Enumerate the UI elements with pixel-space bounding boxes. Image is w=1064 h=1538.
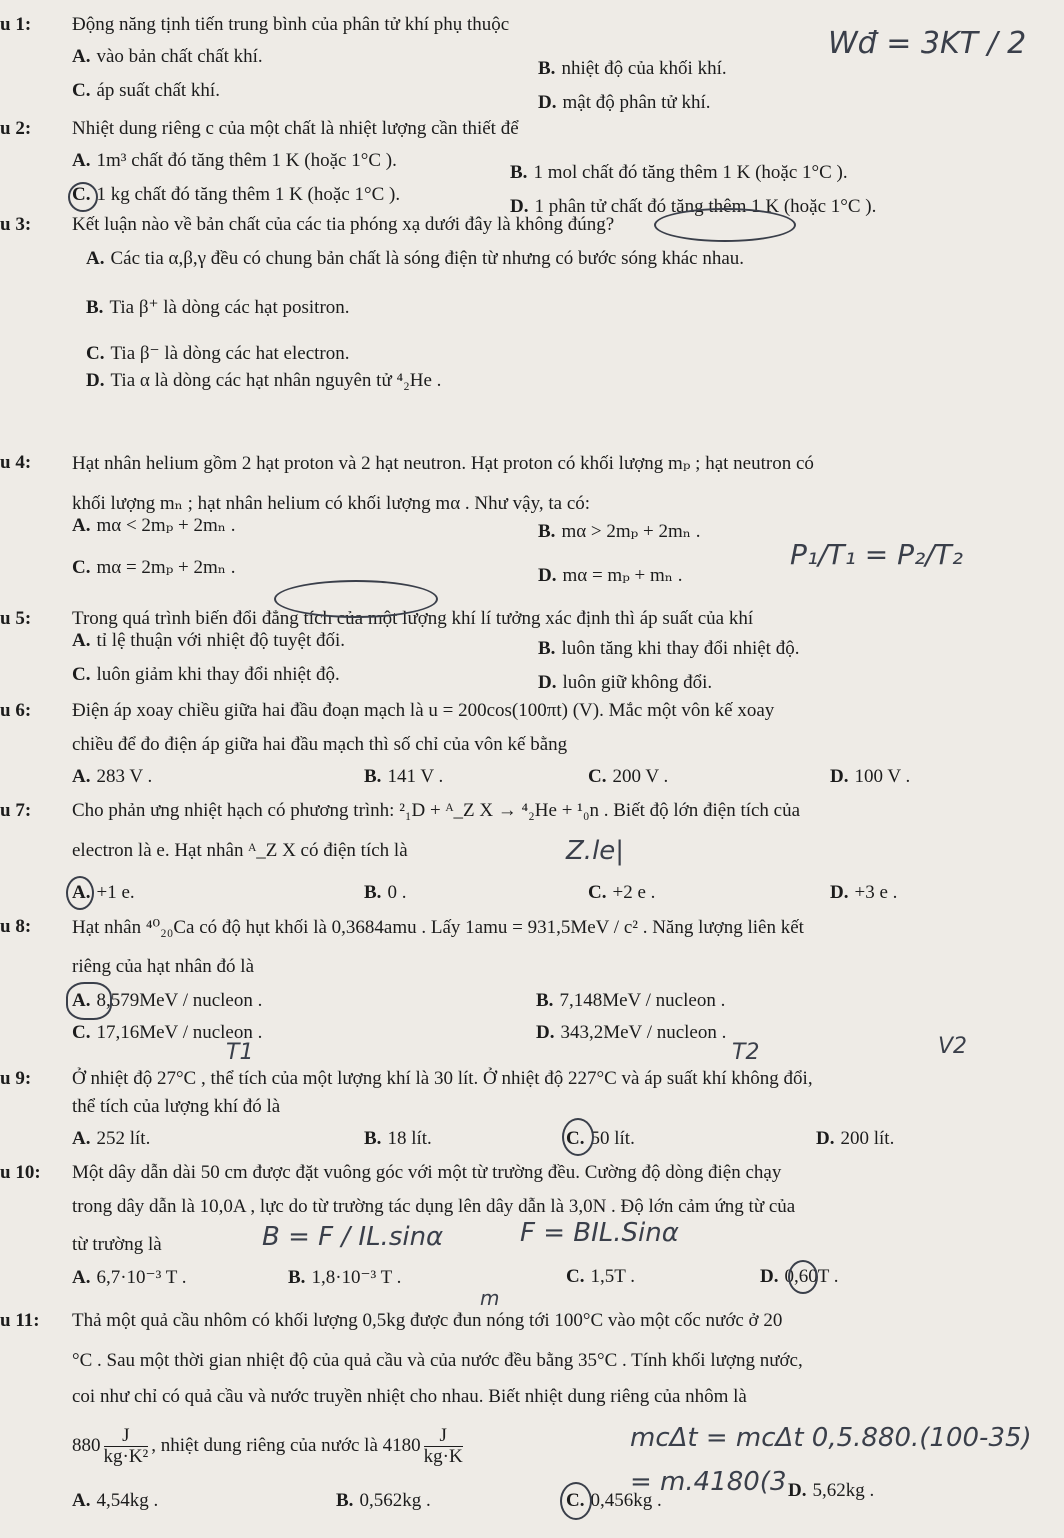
option-c: C. 50 lít. bbox=[566, 1128, 635, 1149]
option-d: D. 1 phân tử chất đó tăng thêm 1 K (hoặc 1°C ). bbox=[510, 196, 877, 217]
handwritten-note: P₁/T₁ = P₂/T₂ bbox=[790, 538, 964, 571]
option-c: C. áp suất chất khí. bbox=[72, 80, 220, 101]
handwritten-note: T2 bbox=[732, 1040, 760, 1065]
option-c: C. Tia β⁻ là dòng các hat electron. bbox=[86, 343, 350, 364]
handwritten-note: m bbox=[480, 1286, 500, 1310]
question-number: u 6: bbox=[0, 700, 32, 721]
question-number: u 5: bbox=[0, 608, 32, 629]
option-c: C. 1 kg chất đó tăng thêm 1 K (hoặc 1°C ). bbox=[72, 184, 401, 205]
option-c: C. +2 e . bbox=[588, 882, 656, 903]
option-a: A. 283 V . bbox=[72, 766, 153, 787]
option-a: A. 8,579MeV / nucleon . bbox=[72, 990, 263, 1011]
option-d: D. 343,2MeV / nucleon . bbox=[536, 1022, 727, 1043]
option-a: A. 6,7·10⁻³ T . bbox=[72, 1267, 187, 1288]
answer-circle bbox=[788, 1260, 818, 1294]
option-c: C. 1,5T . bbox=[566, 1266, 635, 1287]
question-number: u 1: bbox=[0, 14, 32, 35]
question-stem-line-2: °C . Sau một thời gian nhiệt độ của quả cầu và của nước đều bằng 35°C . Tính khối lượng nước, bbox=[72, 1350, 803, 1371]
option-b: B. luôn tăng khi thay đổi nhiệt độ. bbox=[538, 638, 800, 659]
question-stem-line-2: thể tích của lượng khí đó là bbox=[72, 1096, 281, 1117]
option-c: C. 0,456kg . bbox=[566, 1490, 662, 1511]
question-stem-line-3: coi như chỉ có quả cầu và nước truyền nhiệt cho nhau. Biết nhiệt dung riêng của nhôm là bbox=[72, 1386, 747, 1407]
highlight-ellipse bbox=[654, 208, 796, 242]
question-stem-line-1: Một dây dẫn dài 50 cm được đặt vuông góc với một từ trường đều. Cường độ dòng điện chạy bbox=[72, 1162, 782, 1183]
answer-circle bbox=[68, 182, 98, 212]
question-stem-line-1: Hạt nhân ⁴⁰₂₀Ca có độ hụt khối là 0,3684amu . Lấy 1amu = 931,5MeV / c² . Năng lượng liên kết bbox=[72, 917, 804, 938]
question-stem-line-1: Ở nhiệt độ 27°C , thể tích của một lượng khí là 30 lít. Ở nhiệt độ 227°C và áp suất khí không đổi, bbox=[72, 1068, 813, 1089]
option-d: D. Tia α là dòng các hạt nhân nguyên tử ⁴₂He . bbox=[86, 370, 442, 391]
option-b: B. Tia β⁺ là dòng các hạt positron. bbox=[86, 297, 350, 318]
question-stem-line-2: trong dây dẫn là 10,0A , lực do từ trường tác dụng lên dây dẫn là 3,0N . Độ lớn cảm ứng từ của bbox=[72, 1196, 796, 1217]
option-c: C. 17,16MeV / nucleon . bbox=[72, 1022, 263, 1043]
option-a: A. 252 lít. bbox=[72, 1128, 151, 1149]
question-stem-line-1: Thả một quả cầu nhôm có khối lượng 0,5kg được đun nóng tới 100°C vào một cốc nước ở 20 bbox=[72, 1310, 783, 1331]
question-number: u 10: bbox=[0, 1162, 41, 1183]
fraction: $\frac{J}{kg\cdot K}$ bbox=[423, 1425, 463, 1467]
option-a: A. mα < 2mₚ + 2mₙ . bbox=[72, 515, 236, 536]
option-b: B. 141 V . bbox=[364, 766, 444, 787]
question-number: u 9: bbox=[0, 1068, 32, 1089]
question-stem: Động năng tịnh tiến trung bình của phân tử khí phụ thuộc bbox=[72, 14, 510, 35]
question-number: u 2: bbox=[0, 118, 32, 139]
option-b: B. 0,562kg . bbox=[336, 1490, 431, 1511]
option-b: B. 7,148MeV / nucleon . bbox=[536, 990, 726, 1011]
question-stem-line-2: electron là e. Hạt nhân ᴬ_Z X có điện tích là bbox=[72, 840, 408, 861]
question-stem: Kết luận nào về bản chất của các tia phóng xạ dưới đây là không đúng? bbox=[72, 214, 615, 235]
option-a: A. 1m³ chất đó tăng thêm 1 K (hoặc 1°C ). bbox=[72, 150, 397, 171]
question-stem-line-2: chiều để đo điện áp giữa hai đầu mạch thì số chỉ của vôn kế bằng bbox=[72, 734, 568, 755]
question-stem-line-1: Điện áp xoay chiều giữa hai đầu đoạn mạch là u = 200cos(100πt) (V). Mắc một vôn kế xoay bbox=[72, 700, 775, 721]
option-d: D. 200 lít. bbox=[816, 1128, 895, 1149]
option-d: D. mα = mₚ + mₙ . bbox=[538, 565, 683, 586]
answer-circle bbox=[66, 982, 112, 1020]
handwritten-note: V2 bbox=[938, 1034, 968, 1059]
option-b: B. 1 mol chất đó tăng thêm 1 K (hoặc 1°C ). bbox=[510, 162, 848, 183]
option-a: A. tỉ lệ thuận với nhiệt độ tuyệt đối. bbox=[72, 630, 346, 651]
option-a: A. Các tia α,β,γ đều có chung bản chất là sóng điện từ nhưng có bước sóng khác nhau. bbox=[86, 248, 745, 269]
handwritten-note: Wđ = 3KT / 2 bbox=[828, 26, 1027, 61]
highlight-ellipse bbox=[274, 580, 438, 618]
option-d: D. 0,60T . bbox=[760, 1266, 839, 1287]
handwritten-note: F = BIL.Sinα bbox=[520, 1218, 679, 1248]
option-d: D. luôn giữ không đổi. bbox=[538, 672, 713, 693]
question-stem-line-4: 880 $\frac{J}{\text{kg·K²}}$ , nhiệt dung riêng của nước là 4180 $\frac{J}{kg\cdot K}$ bbox=[72, 1425, 463, 1467]
question-number: u 11: bbox=[0, 1310, 40, 1331]
handwritten-note: mcΔt = mcΔt 0,5.880.(100-35) = m.4180(3 bbox=[630, 1423, 1032, 1497]
option-a: A. vào bản chất chất khí. bbox=[72, 46, 263, 67]
handwritten-note: B = F / IL.sinα bbox=[262, 1222, 444, 1252]
question-stem: Nhiệt dung riêng c của một chất là nhiệt lượng cần thiết để bbox=[72, 118, 519, 139]
option-b: B. 18 lít. bbox=[364, 1128, 432, 1149]
option-b: B. mα > 2mₚ + 2mₙ . bbox=[538, 521, 701, 542]
option-a: A. 4,54kg . bbox=[72, 1490, 159, 1511]
option-c: C. luôn giảm khi thay đổi nhiệt độ. bbox=[72, 664, 340, 685]
question-number: u 7: bbox=[0, 800, 32, 821]
question-stem-line-1: Cho phản ưng nhiệt hạch có phương trình: ²₁D + ᴬ_Z X → ⁴₂He + ¹₀n . Biết độ lớn điện tích của bbox=[72, 800, 801, 821]
option-d: D. +3 e . bbox=[830, 882, 898, 903]
question-stem-line-1: Hạt nhân helium gồm 2 hạt proton và 2 hạt neutron. Hạt proton có khối lượng mₚ ; hạt neutron có bbox=[72, 453, 814, 474]
option-a: A. +1 e. bbox=[72, 882, 135, 903]
question-number: u 8: bbox=[0, 916, 32, 937]
option-b: B. 0 . bbox=[364, 882, 407, 903]
question-stem-line-3: từ trường là bbox=[72, 1234, 162, 1255]
option-c: C. mα = 2mₚ + 2mₙ . bbox=[72, 557, 236, 578]
answer-circle bbox=[562, 1118, 594, 1156]
question-number: u 3: bbox=[0, 214, 32, 235]
option-d: D. 100 V . bbox=[830, 766, 911, 787]
option-c: C. 200 V . bbox=[588, 766, 669, 787]
fraction: $\frac{J}{\text{kg·K²}}$ bbox=[103, 1425, 149, 1467]
handwritten-note: Z.le| bbox=[566, 836, 625, 866]
answer-circle bbox=[560, 1482, 592, 1520]
option-d: D. mật độ phân tử khí. bbox=[538, 92, 711, 113]
question-stem: Trong quá trình biến đổi đẳng tích của một lượng khí lí tưởng xác định thì áp suất của khí bbox=[72, 608, 754, 629]
question-stem-line-2: khối lượng mₙ ; hạt nhân helium có khối lượng mα . Như vậy, ta có: bbox=[72, 493, 591, 514]
question-stem-line-2: riêng của hạt nhân đó là bbox=[72, 956, 255, 977]
option-d: D. 5,62kg . bbox=[788, 1480, 875, 1501]
question-number: u 4: bbox=[0, 452, 32, 473]
option-b: B. 1,8·10⁻³ T . bbox=[288, 1267, 402, 1288]
answer-circle bbox=[66, 876, 94, 910]
option-b: B. nhiệt độ của khối khí. bbox=[538, 58, 727, 79]
handwritten-note: T1 bbox=[226, 1040, 254, 1065]
